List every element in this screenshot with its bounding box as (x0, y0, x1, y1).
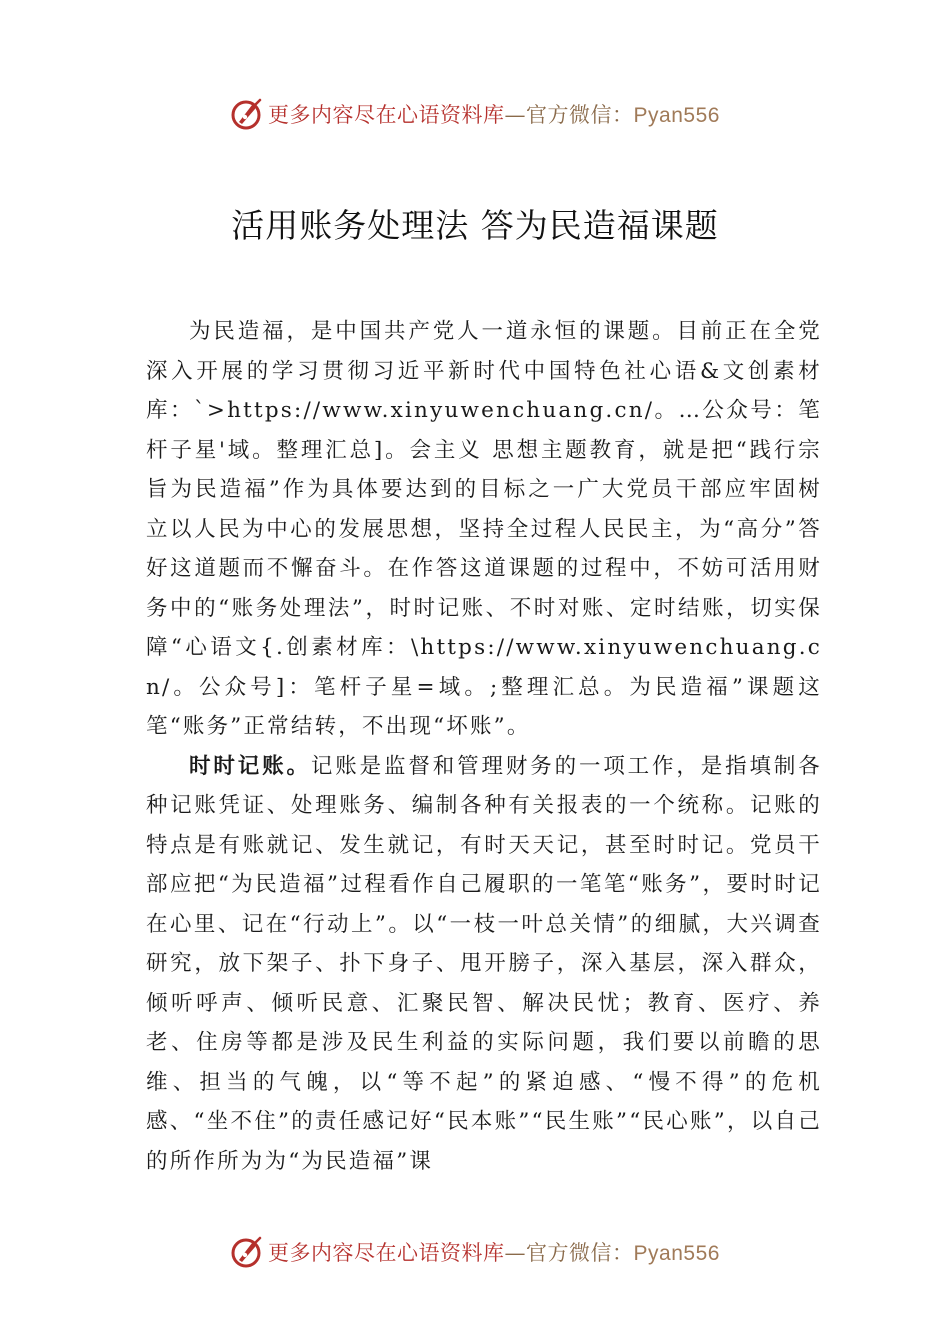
pen-nib-seal-icon (230, 1235, 264, 1269)
banner-library-text: 更多内容尽在心语资料库 (268, 103, 505, 127)
banner-text (268, 1237, 720, 1267)
paragraph-intro: 为民造福，是中国共产党人一道永恒的课题。目前正在全党深入开展的学习贯彻习近平新时代中国特色社心语&文创素材库：`>https://www.xinyuwenchuang.cn/。…公众号：笔杆子星'域。整理汇总]。会主义 思想主题教育，就是把“践行宗旨为民造福”作为具体要达到的目标之一广大党员干部应牢固树立以人民为中心的发展思想，坚持全过程人民民主，为“高分”答好这道题而不懈奋斗。在作答这道课题的过程中，不妨可活用财务中的“账务处理法”，时时记账、不时对账、定时结账，切实保障“心语文{.创素材库：\https://www.xinyuwenchuang.cn/。公众号]：笔杆子星=域。;整理汇总。为民造福”课题这笔“账务”正常结转，不出现“坏账”。 (146, 319, 822, 739)
document-body (146, 312, 822, 1181)
banner-library-text: 更多内容尽在心语资料库 (268, 1241, 505, 1265)
banner-wechat-id: Pyan556 (633, 104, 720, 127)
banner-dash: — (504, 1241, 527, 1265)
paragraph-record-accounts-text: 记账是监督和管理财务的一项工作，是指填制各种记账凭证、处理账务、编制各种有关报表的一个统称。记账的特点是有账就记、发生就记，有时天天记，甚至时时记。党员干部应把“为民造福”过程看作自己履职的一笔笔“账务”，要时时记在心里、记在“行动上”。以“一枝一叶总关情”的细腻，大兴调查研究，放下架子、扑下身子、甩开膀子，深入基层，深入群众，倾听呼声、倾听民意、汇聚民智、解决民忧；教育、医疗、养老、住房等都是涉及民生利益的实际问题，我们要以前瞻的思维、担当的气魄，以“等不起”的紧迫感、“慢不得”的危机感、“坐不住”的责任感记好“民本账”“民生账”“民心账”，以自己的所作所为为“为民造福”课 (146, 753, 822, 1174)
header-banner (0, 94, 950, 134)
banner-dash: — (504, 103, 527, 127)
pen-nib-seal-icon (230, 97, 264, 131)
banner-wechat-label: 官方微信： (526, 103, 634, 127)
footer-banner (0, 1232, 950, 1272)
paragraph-lead-heading: 时时记账。 (189, 753, 311, 779)
document-title: 活用账务处理法 答为民造福课题 (231, 206, 719, 245)
banner-text (268, 99, 720, 129)
banner-wechat-label: 官方微信： (526, 1241, 634, 1265)
paragraph-record-accounts (146, 747, 822, 1182)
banner-wechat-id: Pyan556 (633, 1242, 720, 1265)
